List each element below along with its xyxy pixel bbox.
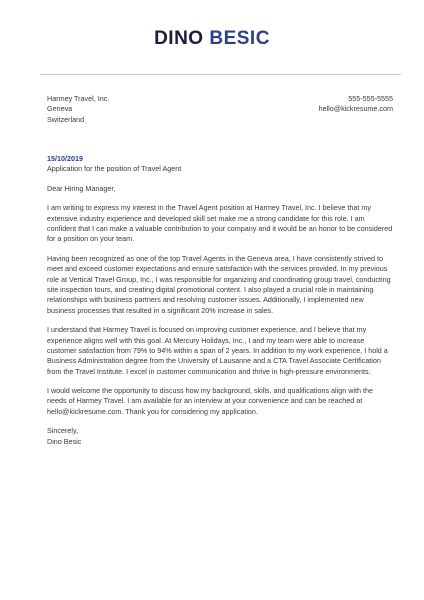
- header-divider: [40, 74, 401, 75]
- first-name: DINO: [154, 28, 204, 49]
- letter-body: [47, 154, 393, 447]
- signature-name: Dino Besic: [47, 436, 82, 446]
- sender-contact: [319, 94, 393, 115]
- closing: Sincerely,: [47, 426, 79, 436]
- recipient-address: [47, 94, 109, 125]
- recipient-country: Switzerland: [47, 114, 85, 124]
- paragraph-2: Having been recognized as one of the top Travel Agents in the Geneva area, I have consistently strived to meet and exceed customer expectations and ensure satisfaction with the services provided. In my previous role at Vertical Travel Group, Inc., I was responsible for organizing and coordinating group travel, conducting site inspection tours, and creating digital promotional content. I also played a crucial role in maintaining relationships with business partners and resolving customer issues. Additionally, I implemented new business processes that resulted in a significant 20% increase in sales.: [47, 253, 391, 315]
- paragraph-1: I am writing to express my interest in the Travel Agent position at Harmey Travel, Inc. I believe that my extensive industry experience and developed skill set make me a strong candidate for this role. I am confident that I can make a valuable contribution to your company and it would be an honor to be considered for a position on your team.: [47, 203, 393, 244]
- applicant-name: [0, 27, 424, 51]
- letter-subject: Application for the position of Travel Agent: [47, 164, 182, 174]
- sender-email: hello@kickresume.com: [318, 104, 393, 114]
- salutation: Dear Hiring Manager,: [47, 183, 116, 193]
- paragraph-4: I would welcome the opportunity to discuss how my background, skills, and qualifications align with the needs of Harmey Travel. I am available for an interview at your convenience and can be reached at hello@kickresume.com. Thank you for considering my application.: [47, 386, 374, 416]
- sender-phone: 555-555-5555: [348, 94, 393, 103]
- recipient-city: Geneva: [47, 104, 73, 114]
- letter-date: 15/10/2019: [47, 154, 83, 163]
- last-name: BESIC: [209, 28, 270, 49]
- paragraph-3: I understand that Harmey Travel is focused on improving customer experience, and I believe that my experience aligns well with this goal. At Mercury Holidays, Inc., I and my team were able to increase customer satisfaction from 79% to 94% within a span of 2 years. In addition to my work experience, I hold a Business Administration degree from the University of Lausanne and a CTA Travel Associate Certification from the Travel Institute. I excel in customer communication and thrive in high-pressure environments.: [47, 325, 388, 376]
- recipient-company: Harmey Travel, Inc.: [47, 94, 110, 103]
